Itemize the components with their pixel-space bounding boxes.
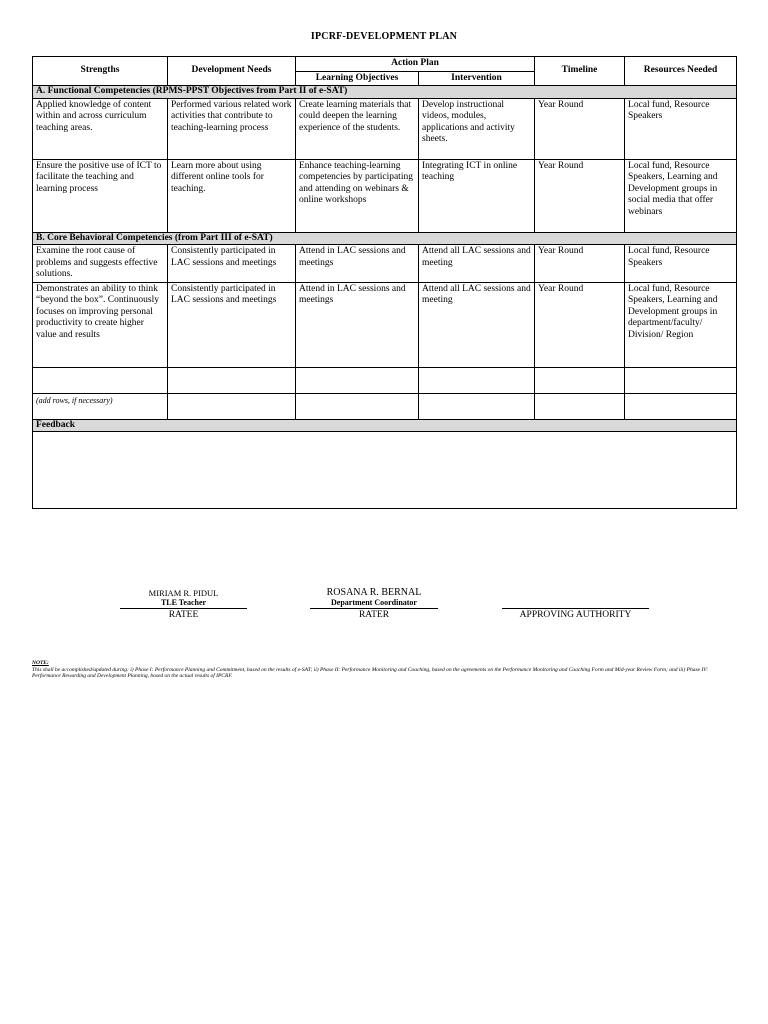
header-resources-needed: Resources Needed: [625, 57, 737, 86]
empty-cell: [168, 393, 296, 419]
signature-approving-authority: [502, 597, 649, 620]
rater-role: RATER: [358, 610, 390, 620]
header-action-plan: Action Plan: [296, 57, 535, 72]
empty-row: [33, 367, 737, 393]
table-row: [33, 98, 737, 159]
cell-development-needs: Performed various related work activities that contribute to teaching-learning process: [168, 98, 296, 159]
signature-ratee: [120, 588, 247, 620]
cell-timeline: Year Round: [535, 245, 625, 283]
cell-intervention: Attend all LAC sessions and meeting: [419, 282, 535, 367]
header-strengths: Strengths: [33, 57, 168, 86]
signature-rater: [310, 587, 438, 620]
cell-intervention: Attend all LAC sessions and meeting: [419, 245, 535, 283]
rater-position: Department Coordinator: [310, 598, 438, 609]
add-rows-note: (add rows, if necessary): [33, 393, 168, 419]
empty-cell: [296, 393, 419, 419]
table-row: [33, 245, 737, 283]
cell-strengths: Examine the root cause of problems and suggests effective solutions.: [33, 245, 168, 283]
cell-intervention: Develop instructional videos, modules, applications and activity sheets.: [419, 98, 535, 159]
empty-cell: [419, 393, 535, 419]
empty-row: [33, 393, 737, 419]
header-intervention: Intervention: [419, 71, 535, 86]
cell-strengths: Demonstrates an ability to think “beyond the box”. Continuously focuses on improving personal productivity to create higher value and results: [33, 282, 168, 367]
approving-role: APPROVING AUTHORITY: [519, 610, 632, 620]
ratee-role: RATEE: [168, 610, 199, 620]
document-title: IPCRF-DEVELOPMENT PLAN: [310, 31, 458, 42]
empty-cell: [535, 393, 625, 419]
cell-learning-objectives: Attend in LAC sessions and meetings: [296, 245, 419, 283]
cell-timeline: Year Round: [535, 282, 625, 367]
empty-cell: [33, 367, 168, 393]
cell-resources: Local fund, Resource Speakers, Learning and Development groups in social media that offer webinars: [625, 159, 737, 232]
cell-resources: Local fund, Resource Speakers, Learning and Development groups in department/faculty/ Division/ Region: [625, 282, 737, 367]
header-learning-objectives: Learning Objectives: [296, 71, 419, 86]
cell-development-needs: Consistently participated in LAC sessions and meetings: [168, 245, 296, 283]
cell-strengths: Ensure the positive use of ICT to facilitate the teaching and learning process: [33, 159, 168, 232]
cell-learning-objectives: Attend in LAC sessions and meetings: [296, 282, 419, 367]
table-row: [33, 282, 737, 367]
cell-learning-objectives: Enhance teaching-learning competencies by participating and attending on webinars & online workshops: [296, 159, 419, 232]
cell-timeline: Year Round: [535, 98, 625, 159]
cell-development-needs: Learn more about using different online tools for teaching.: [168, 159, 296, 232]
header-development-needs: Development Needs: [168, 57, 296, 86]
feedback-area: [33, 432, 737, 509]
rater-name: ROSANA R. BERNAL: [326, 587, 422, 598]
empty-cell: [535, 367, 625, 393]
section-a-heading: A. Functional Competencies (RPMS-PPST Objectives from Part II of e-SAT): [33, 86, 737, 99]
note-text: This shall be accomplished/updated during: i) Phase I: Performance Planning and Commitment, based on the results of e-SAT; ii) Phase II: Performance Monitoring and Coaching, based on the agreements on the Performance Monitoring and Coaching Form and Mid-year Review Form; and iii) Phase IV: Performance Rewarding and Development Planning, based on the actual results of IPCRF.: [32, 666, 709, 679]
cell-development-needs: Consistently participated in LAC sessions and meetings: [168, 282, 296, 367]
empty-cell: [296, 367, 419, 393]
cell-resources: Local fund, Resource Speakers: [625, 245, 737, 283]
ratee-name: MIRIAM R. PIDUL: [148, 588, 219, 598]
signature-line: [502, 597, 649, 609]
cell-learning-objectives: Create learning materials that could deepen the learning experience of the students.: [296, 98, 419, 159]
empty-cell: [419, 367, 535, 393]
ratee-position: TLE Teacher: [120, 598, 247, 609]
cell-timeline: Year Round: [535, 159, 625, 232]
footnote: [32, 660, 736, 680]
cell-resources: Local fund, Resource Speakers: [625, 98, 737, 159]
cell-intervention: Integrating ICT in online teaching: [419, 159, 535, 232]
empty-cell: [625, 393, 737, 419]
feedback-heading: Feedback: [33, 419, 737, 432]
empty-cell: [168, 367, 296, 393]
note-label: NOTE:: [32, 660, 49, 666]
section-b-heading: B. Core Behavioral Competencies (from Part III of e-SAT): [33, 232, 737, 245]
development-plan-table: [32, 56, 737, 509]
cell-strengths: Applied knowledge of content within and across curriculum teaching areas.: [33, 98, 168, 159]
table-row: [33, 159, 737, 232]
header-timeline: Timeline: [535, 57, 625, 86]
empty-cell: [625, 367, 737, 393]
